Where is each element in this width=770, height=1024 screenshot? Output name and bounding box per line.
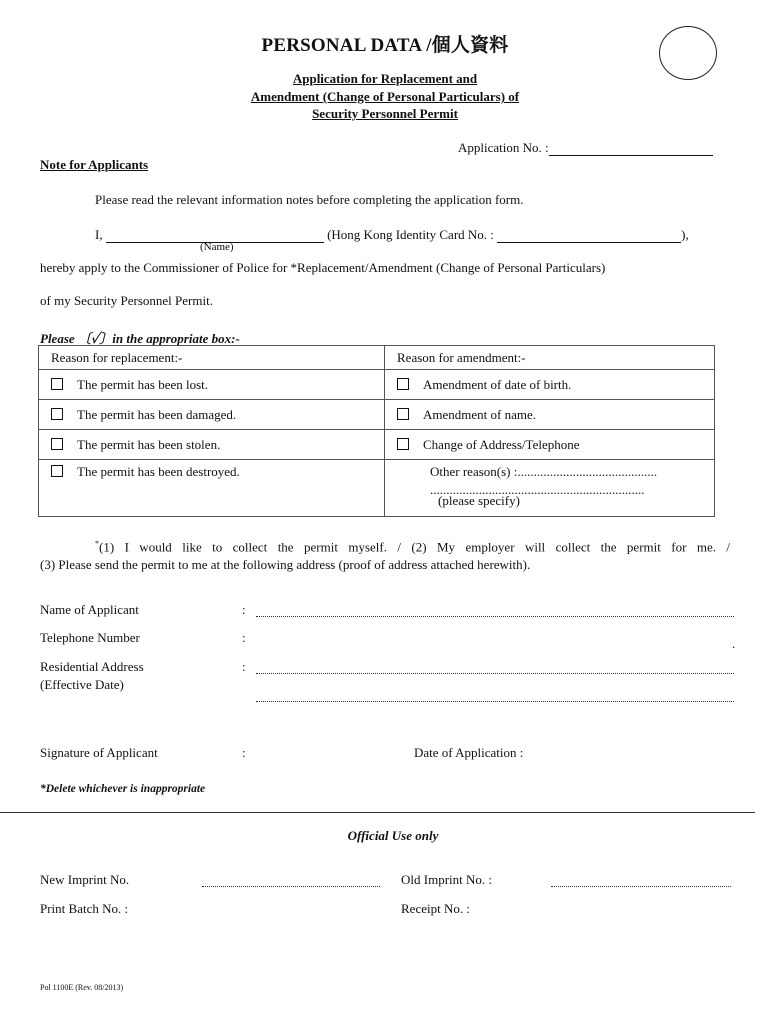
collection-text-1: (1) I would like to collect the permit myself. / (2) My employer will collect the permit for me. / xyxy=(99,539,730,555)
telephone-field[interactable] xyxy=(256,632,734,648)
amendment-option-other xyxy=(385,460,715,517)
address-colon: : xyxy=(242,659,246,674)
please-specify: (please specify) xyxy=(438,493,520,508)
page-title: PERSONAL DATA /個人資料 xyxy=(261,35,509,56)
option-label: The permit has been lost. xyxy=(77,376,209,392)
official-use-heading: Official Use only xyxy=(347,828,439,843)
application-no-label: Application No. : xyxy=(458,140,549,155)
section-divider xyxy=(0,812,755,813)
amendment-option-dob xyxy=(385,370,715,400)
reasons-instruction: Please 〔✓〕in the appropriate box:- xyxy=(40,331,240,346)
name-of-applicant-label: Name of Applicant xyxy=(40,602,139,617)
checkbox-dob[interactable] xyxy=(397,378,409,390)
replacement-option-stolen xyxy=(39,430,385,460)
option-label: The permit has been destroyed. xyxy=(77,464,240,479)
option-label: Change of Address/Telephone xyxy=(423,436,580,452)
amendment-option-name xyxy=(385,400,715,430)
option-label: The permit has been damaged. xyxy=(77,406,237,422)
amendment-option-address xyxy=(385,430,715,460)
residential-address-field-1[interactable] xyxy=(256,673,734,674)
footnote: *Delete whichever is inappropriate xyxy=(40,783,206,795)
checkbox-destroyed[interactable] xyxy=(51,465,63,477)
form-subtitle-line-2: Amendment (Change of Personal Particulars) of xyxy=(250,89,520,104)
hkid-close: ), xyxy=(681,227,689,242)
checkbox-address[interactable] xyxy=(397,438,409,450)
other-reason-field[interactable]: Other reason(s) :........................................... xyxy=(430,464,658,479)
telephone-period: . xyxy=(732,636,736,651)
reasons-table xyxy=(38,345,715,517)
collection-line-1 xyxy=(40,539,730,555)
checkbox-stolen[interactable] xyxy=(51,438,63,450)
form-code: Pol 1100E (Rev. 08/2013) xyxy=(40,983,124,992)
apply-line-2: of my Security Personnel Permit. xyxy=(40,293,213,308)
telephone-label: Telephone Number xyxy=(40,630,140,645)
form-subtitle-line-1: Application for Replacement and xyxy=(292,71,478,86)
date-of-application-label: Date of Application : xyxy=(414,745,524,760)
residential-address-label: Residential Address xyxy=(40,659,144,674)
replacement-option-damaged xyxy=(39,400,385,430)
old-imprint-label: Old Imprint No. : xyxy=(401,872,492,887)
name-of-applicant-field[interactable] xyxy=(256,616,734,617)
name-caption: (Name) xyxy=(200,241,234,253)
receipt-label: Receipt No. : xyxy=(401,901,470,916)
amendment-header: Reason for amendment:- xyxy=(385,346,715,370)
form-subtitle-line-3: Security Personnel Permit xyxy=(312,106,458,121)
replacement-option-lost xyxy=(39,370,385,400)
declaration-row xyxy=(95,227,689,243)
signature-colon: : xyxy=(242,745,246,760)
telephone-colon: : xyxy=(242,630,246,645)
checkbox-lost[interactable] xyxy=(51,378,63,390)
application-no-row xyxy=(458,140,713,156)
replacement-header: Reason for replacement:- xyxy=(39,346,385,370)
new-imprint-field[interactable] xyxy=(202,886,380,887)
signature-field[interactable] xyxy=(256,742,396,760)
notes-heading: Note for Applicants xyxy=(40,157,149,172)
application-no-field[interactable] xyxy=(549,141,713,156)
hkid-field[interactable] xyxy=(497,228,681,243)
option-label: The permit has been stolen. xyxy=(77,436,221,452)
name-colon: : xyxy=(242,602,246,617)
collection-star: * xyxy=(95,539,99,548)
collection-options xyxy=(40,539,730,573)
checkbox-name[interactable] xyxy=(397,408,409,420)
new-imprint-label: New Imprint No. xyxy=(40,872,130,887)
option-label: Amendment of date of birth. xyxy=(423,376,572,392)
option-label: Amendment of name. xyxy=(423,406,536,422)
signature-label: Signature of Applicant xyxy=(40,745,158,760)
i-label: I, xyxy=(95,227,103,242)
other-reason-line[interactable]: .................................................................. xyxy=(430,482,645,497)
notes-instruction: Please read the relevant information notes before completing the application form. xyxy=(95,192,524,207)
old-imprint-field[interactable] xyxy=(551,886,731,887)
effective-date-label: (Effective Date) xyxy=(40,677,124,692)
replacement-option-destroyed xyxy=(39,460,385,517)
checkbox-damaged[interactable] xyxy=(51,408,63,420)
print-batch-label: Print Batch No. : xyxy=(40,901,129,916)
hkid-label: (Hong Kong Identity Card No. : xyxy=(327,227,494,242)
residential-address-field-2[interactable] xyxy=(256,701,734,702)
apply-line-1: hereby apply to the Commissioner of Police for *Replacement/Amendment (Change of Personal Particulars) xyxy=(40,260,606,275)
date-of-application-field[interactable] xyxy=(552,742,722,760)
collection-line-2: (3) Please send the permit to me at the following address (proof of address attached herewith). xyxy=(40,557,531,573)
